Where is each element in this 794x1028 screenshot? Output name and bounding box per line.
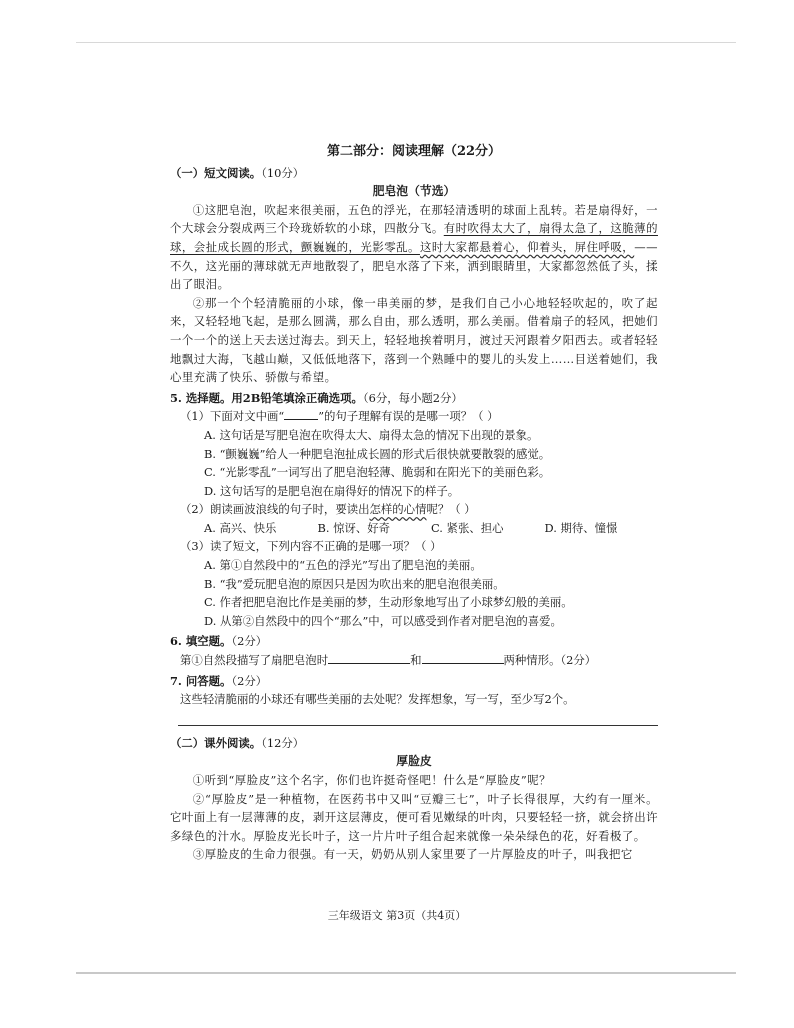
section2-points: （12分） bbox=[261, 735, 305, 750]
q7-answer-line[interactable] bbox=[178, 709, 658, 726]
part-title: 第二部分：阅读理解（22分） bbox=[326, 144, 502, 159]
q5-sub2-stem bbox=[170, 500, 658, 519]
section1-heading-text: （一）短文阅读。 bbox=[170, 165, 262, 180]
q6-note: （2分） bbox=[231, 634, 268, 649]
q5-note: （6分，每小题2分） bbox=[362, 390, 463, 405]
q7-title-text: 7. 问答题。 bbox=[170, 673, 232, 688]
question-6-title bbox=[170, 632, 658, 651]
p1-underlined-sentence: 有时吹得太大了，扇得太急了，这脆薄的球，会扯成长圆的形式，颤巍巍的，光影零乱。 bbox=[170, 221, 658, 254]
q6-blank-2[interactable] bbox=[422, 651, 504, 664]
q5-sub3-option-c: C. 作者把肥皂泡比作是美丽的梦，生动形象地写出了小球梦幻般的美丽。 bbox=[204, 595, 573, 610]
q5-sub1-option-b: B. “颤巍巍”给人一种肥皂泡扯成长圆的形式后很快就要散裂的感觉。 bbox=[204, 446, 551, 461]
passage2-title: 厚脸皮 bbox=[396, 754, 432, 769]
passage2-paragraph-2: ②“厚脸皮”是一种植物，在医药书中又叫“豆瓣三七”，叶子长得很厚，大约有一厘米。它叶面上有一层薄薄的皮，剥开这层薄皮，便可看见嫩绿的叶肉，只要轻轻一挤，就会挤出许多绿色的汁水。厚脸皮光长叶子，这一片片叶子组合起来就像一朵朵绿色的花，好看极了。 bbox=[170, 791, 658, 843]
q5-sub3-option-a: A. 第①自然段中的“五色的浮光”写出了肥皂泡的美丽。 bbox=[204, 558, 482, 573]
q5-sub2-stem-b: 呢？（ ） bbox=[426, 502, 476, 517]
q7-prompt: 这些轻清脆丽的小球还有哪些美丽的去处呢？发挥想象，写一写，至少写2个。 bbox=[180, 692, 575, 707]
passage2-paragraph-3: ③厚脸皮的生命力很强。有一天，奶奶从别人家里要了一片厚脸皮的叶子，叫我把它 bbox=[192, 847, 633, 862]
q5-sub3-stem: （3）读了短文，下列内容不正确的是哪一项？（ ） bbox=[180, 539, 442, 554]
q6-text-c: 两种情形。（2分） bbox=[503, 653, 597, 668]
p1-wavy-sentence: 这时大家都悬着心，仰着头，屏住呼吸， bbox=[419, 239, 635, 254]
q5-title-text: 5. 选择题。用2B铅笔填涂正确选项。 bbox=[170, 390, 363, 405]
q6-text-a: 第①自然段描写了扇肥皂泡时 bbox=[180, 653, 329, 668]
scan-edge-bottom bbox=[76, 972, 736, 974]
question-5-title bbox=[170, 389, 658, 408]
q7-note: （2分） bbox=[231, 673, 268, 688]
q5-sub3-option-d: D. 从第②自然段中的四个“那么”中，可以感受到作者对肥皂泡的喜爱。 bbox=[204, 613, 562, 628]
passage2-paragraph-1: ①听到“厚脸皮”这个名字，你们也许挺奇怪吧！什么是“厚脸皮”呢？ bbox=[192, 773, 552, 787]
passage1-paragraph-2: ②那一个个轻清脆丽的小球，像一串美丽的梦，是我们自己小心地轻轻吹起的，吹了起来，又轻轻地飞起，是那么圆满，那么自由，那么透明，那么美丽。借着扇子的轻风，把她们一个一个的送上天去送过海去。到天上，轻轻地挨着明月，渡过天河跟着夕阳西去。或者轻轻地飘过大海，飞越山巅，又低低地落下，落到一个熟睡中的婴儿的头发上……目送着她们，我心里充满了快乐、骄傲与希望。 bbox=[170, 295, 658, 385]
question-7-title bbox=[170, 672, 658, 691]
q6-text-b: 和 bbox=[410, 653, 422, 668]
exam-page bbox=[170, 143, 658, 864]
section1-heading bbox=[170, 164, 658, 183]
section2-heading bbox=[170, 734, 658, 753]
passage1-paragraph-1 bbox=[170, 201, 658, 294]
scan-edge-top bbox=[76, 42, 736, 43]
q6-fill-line bbox=[170, 651, 658, 670]
passage1-title: 肥皂泡（节选） bbox=[372, 184, 456, 199]
q5-sub3-option-b: B. “我”爱玩肥皂泡的原因只是因为吹出来的肥皂泡很美丽。 bbox=[204, 576, 505, 591]
q5-sub1-option-d: D. 这句话写的是肥皂泡在扇得好的情况下的样子。 bbox=[204, 483, 460, 498]
p1-text-a: ①这肥皂泡，吹起来很美丽，五色的浮光，在那轻清透明的球面上乱转。若是扇得好，一个大球会分裂成两三个玲珑娇软的小球，四散分飞。 bbox=[170, 202, 658, 236]
q6-title-text: 6. 填空题。 bbox=[170, 634, 232, 649]
q6-blank-1[interactable] bbox=[328, 651, 410, 664]
q5-sub2-options bbox=[170, 519, 658, 538]
q5-sub2-option-b: B. 惊讶、好奇 bbox=[317, 520, 391, 535]
q5-sub1-option-c: C. “光影零乱”一词写出了肥皂泡轻薄、脆弱和在阳光下的美丽色彩。 bbox=[204, 465, 551, 480]
q5-sub2-option-a: A. 高兴、快乐 bbox=[204, 520, 277, 535]
p1-text-b: ——不久，这光丽的薄球就无声地散裂了，肥皂水落了下来，洒到眼睛里，大家都忽然低了头，揉出了眼泪。 bbox=[170, 239, 658, 292]
q5-sub1-option-a: A. 这句话是写肥皂泡在吹得太大、扇得太急的情况下出现的景象。 bbox=[204, 427, 539, 442]
q5-sub1-underline-mark bbox=[284, 407, 318, 420]
section2-heading-text: （二）课外阅读。 bbox=[170, 735, 262, 750]
q5-sub1-stem bbox=[170, 407, 658, 426]
page-footer: 三年级语文 第3页（共4页） bbox=[327, 909, 467, 922]
q5-sub1-stem-a: （1）下面对文中画“ bbox=[180, 409, 285, 424]
q5-sub2-stem-wavy: 怎样的心情 bbox=[369, 502, 427, 517]
q5-sub1-stem-b: ”的句子理解有误的是哪一项？（ ） bbox=[318, 409, 499, 424]
q5-sub2-option-d: D. 期待、憧憬 bbox=[544, 520, 618, 535]
section1-points: （10分） bbox=[261, 165, 305, 180]
q5-sub2-option-c: C. 紧张、担心 bbox=[431, 520, 504, 535]
q5-sub2-stem-a: （2）朗读画波浪线的句子时，要读出 bbox=[180, 502, 370, 517]
